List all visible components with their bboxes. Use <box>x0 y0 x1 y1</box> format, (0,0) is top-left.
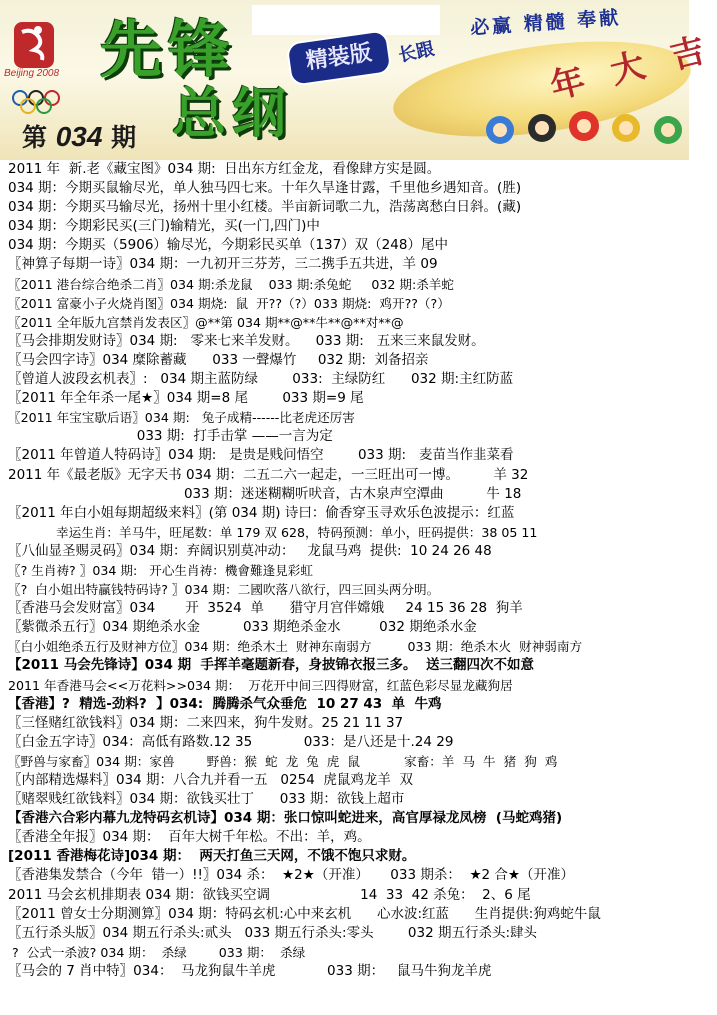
content-body <box>8 160 684 981</box>
content-line: 2011 年《最老版》无字天书 034 期：二五二六一起走，一三旺出可一博。 羊 32 <box>8 466 529 483</box>
content-line: 033 期：迷迷糊糊听吠音，古木泉声空潭曲 牛 18 <box>8 485 522 502</box>
content-line: 〖神算子每期一诗〗034 期：一九初开三芬芳，三二携手五共进，羊 09 <box>8 256 438 273</box>
blank-box <box>252 5 440 35</box>
content-line: 〖紫微杀五行〗034 期绝杀水金 033 期绝杀金水 032 期绝杀水金 <box>8 619 477 636</box>
content-line: 〖2011 年白小姐每期超级来料〗(第 034 期) 诗曰：偷香穿玉寻欢乐色波提示：红蓝 <box>8 504 515 521</box>
content-line: 〖2011 曾女士分期测算〗034 期：特码玄机:心中来玄机 心水波:红蓝 生肖提供:狗鸡蛇牛鼠 <box>8 905 601 922</box>
content-line: 〖白小姐绝杀五行及财神方位〗034 期：绝杀木土 财神东南弱方 033 期：绝杀木火 财神弱南方 <box>8 639 583 655</box>
olympic-text: Beijing 2008 <box>4 68 60 79</box>
title-main: 先锋 <box>100 13 237 86</box>
content-line: 〖2011 富豪小子火烧肖图〗034 期烧: 鼠 开??（?）033 期烧: 鸡开??（?） <box>8 295 450 311</box>
content-line: 〖? 白小姐出特贏钱特码诗? 〗034 期：二國吹落八欲行，四三回头两分明。 <box>8 582 440 598</box>
content-line: 〖马会排期发财诗〗034 期: 零来七来羊发财。 033 期: 五来三来鼠发财。 <box>8 332 485 349</box>
content-line: 2011 年香港马会<<万花料>>034 期： 万花开中间三四得财富，红蓝色彩尽显龙藏狗居 <box>8 677 513 693</box>
content-line: 〖2011 全年版九宫禁肖发表区〗@**第 034 期**@**牛**@**对**@ <box>8 314 404 330</box>
content-line: 〖五行杀头版〗034 期五行杀头:贰头 033 期五行杀头:零头 032 期五行杀头:肆头 <box>8 924 538 941</box>
content-line: 〖八仙显圣赐灵码〗034 期：弃阔识别莫冲动： 龙鼠马鸡 提供: 10 24 26 48 <box>8 542 492 559</box>
content-line: 〖三怪赌红欲钱料〗034 期：二来四来，狗牛发财。25 21 11 37 <box>8 714 404 731</box>
content-line: 034 期：今期彩民买(三门)输精光，买(一门,四门)中 <box>8 218 320 235</box>
content-line: 〖香港全年报〗034 期： 百年大树千年松。不出：羊，鸡。 <box>8 829 371 846</box>
content-line: 〖白金五字诗〗034：高低有路数.12 35 033：是八还是十.24 29 <box>8 733 454 750</box>
content-line: 〖马会的 7 肖中特〗034： 马龙狗鼠牛羊虎 033 期： 鼠马牛狗龙羊虎 <box>8 962 492 979</box>
content-line: 〖曾道人波段玄机表〗: 034 期主蓝防绿 033: 主绿防红 032 期:主红防蓝 <box>8 371 514 388</box>
content-line: 033 期: 打手击掌 ——一言为定 <box>8 428 333 445</box>
content-line: 034 期：今期买（5906）输尽光，今期彩民买单（137）双（248）尾中 <box>8 237 448 254</box>
edition-badge: 精装版 <box>285 29 392 87</box>
issue-prefix: 第 <box>22 123 48 152</box>
follow-label: 长跟 <box>396 38 437 67</box>
content-line: 〖香港马会发财富〗034 开 3524 单 猎守月宫伴嫦娥 24 15 36 28 狗羊 <box>8 600 523 617</box>
content-line: 〖野兽与家畜〗034 期：家兽 野兽：猴 蛇 龙 兔 虎 鼠 家畜：羊 马 牛 猪 狗 鸡 <box>8 753 558 769</box>
content-line: 034 期：今期买马输尽光，扬州十里小红楼。半亩新词歌二九，浩荡离愁白日斜。(藏) <box>8 199 522 216</box>
header-banner <box>0 0 717 160</box>
content-line: ? 公式一杀波? 034 期： 杀绿 033 期： 杀绿 <box>8 944 306 960</box>
content-line: 2011 年 新.老《藏宝图》034 期: 日出东方红金龙，看像肆方实是圆。 <box>8 161 441 177</box>
mascots-icon <box>480 108 690 158</box>
content-line: 〖马会四字诗〗034 糜除蓄藏 033 一聲爆竹 032 期: 刘备招亲 <box>8 351 429 368</box>
content-line: 〖香港集发禁合（今年 错一）!!〗034 杀： ★2★（开准） 033 期杀： ★2 合★（开准） <box>8 867 575 884</box>
content-line: 【香港】? 精选-劲料? 】034: 腾腾杀气众垂危 10 27 43 单 牛鸡 <box>8 695 442 712</box>
issue-label <box>22 118 136 154</box>
content-line: 〖内部精选爆料〗034 期：八合九并看一五 0254 虎鼠鸡龙羊 双 <box>8 772 413 788</box>
issue-suffix: 期 <box>111 123 137 152</box>
content-line: 034 期：今期买鼠输尽光，单人独马四七来。十年久旱逢甘露，千里他乡遇知音。(胜) <box>8 180 522 197</box>
content-line: 〖2011 年曾道人特码诗〗034 期: 是贵是贱问悟空 033 期: 麦苗当作韭菜看 <box>8 447 514 464</box>
content-line: 【2011 马会先锋诗】034 期 手挥羊毫题新春，身披锦衣报三多。 送三翻四次不如意 <box>8 657 534 674</box>
content-line: 〖2011 年全年杀一尾★〗034 期=8 尾 033 期=9 尾 <box>8 390 364 407</box>
content-line: [2011 香港梅花诗]034 期： 两天打鱼三天网，不饿不饱只求财。 <box>8 848 416 865</box>
slogan: 必赢 精髓 奉献 <box>469 6 622 40</box>
content-line: 〖赌翠贱红欲钱料〗034 期：欲钱买壮丁 033 期：欲钱上超市 <box>8 791 405 808</box>
content-line: 2011 马会玄机排期表 034 期：欲钱买空调 14 33 42 杀兔： 2、6 尾 <box>8 886 531 903</box>
issue-number: 034 <box>55 121 103 152</box>
title-sub: 总纲 <box>172 82 292 145</box>
content-line: 幸运生肖：羊马牛，旺尾数：单 179 双 628，特码预测：单小，旺码提供：38 05 11 <box>8 524 538 540</box>
content-line: 【香港六合彩内幕九龙特码玄机诗】034 期：张口惊叫蛇进来，高官厚禄龙凤榜 (马蛇鸡猪) <box>8 810 563 827</box>
content-line: 〖2011 港台综合绝杀二肖〗034 期:杀龙鼠 033 期:杀兔蛇 032 期:杀羊蛇 <box>8 276 454 292</box>
content-line: 〖2011 年宝宝歇后语〗034 期: 兔子成精------比老虎还厉害 <box>8 410 355 426</box>
new-year-banner: 年 大 吉 <box>546 28 717 108</box>
content-line: 〖? 生肖祷? 〗034 期: 开心生肖祷：機會難逢見彩虹 <box>8 562 313 578</box>
